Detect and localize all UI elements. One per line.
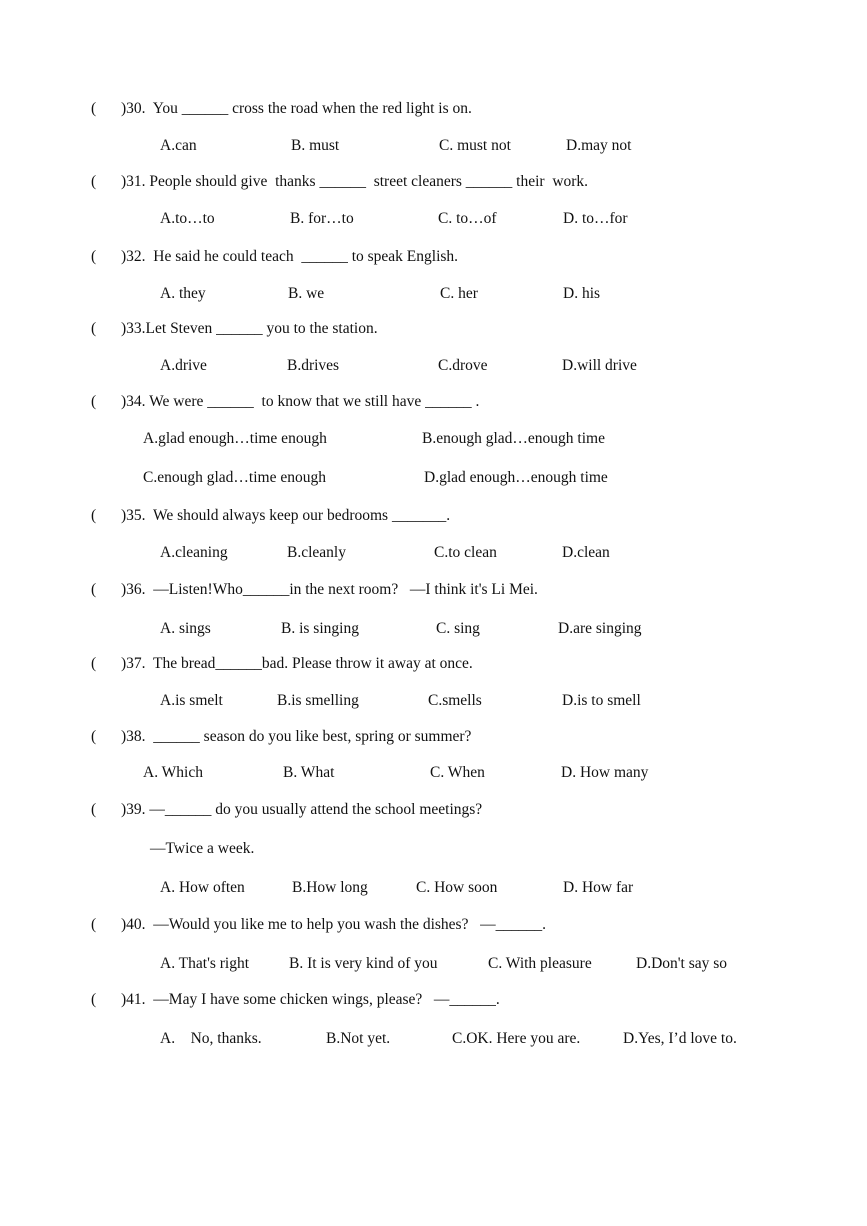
option-33-c: C.drove xyxy=(438,357,488,374)
option-34-b: B.enough glad…enough time xyxy=(422,430,605,447)
option-40-d: D.Don't say so xyxy=(636,955,728,972)
option-32-a: A. they xyxy=(160,285,206,302)
option-32-d: D. his xyxy=(563,285,601,302)
option-39-a: A. How often xyxy=(160,879,245,896)
answer-line-39: —Twice a week. xyxy=(150,840,255,857)
option-33-d: D.will drive xyxy=(562,357,637,374)
question-stem-36: )36. —Listen!Who______in the next room? —I think it's Li Mei. xyxy=(121,581,538,598)
answer-paren: ( xyxy=(91,320,97,337)
option-34-c: C.enough glad…time enough xyxy=(143,469,326,486)
option-33-b: B.drives xyxy=(287,357,340,374)
option-38-a: A. Which xyxy=(143,764,203,781)
option-37-a: A.is smelt xyxy=(160,692,223,709)
option-30-c: C. must not xyxy=(439,137,511,154)
answer-paren: ( xyxy=(91,655,97,672)
option-36-d: D.are singing xyxy=(558,620,642,637)
question-stem-34: )34. We were ______ to know that we still have ______ . xyxy=(121,393,480,410)
option-40-a: A. That's right xyxy=(160,955,250,972)
option-31-b: B. for…to xyxy=(290,210,354,227)
answer-paren: ( xyxy=(91,173,97,190)
option-36-a: A. sings xyxy=(160,620,211,637)
question-stem-31: )31. People should give thanks ______ street cleaners ______ their work. xyxy=(121,173,589,190)
option-34-a: A.glad enough…time enough xyxy=(143,430,327,447)
answer-paren: ( xyxy=(91,393,97,410)
option-36-c: C. sing xyxy=(436,620,480,637)
option-39-c: C. How soon xyxy=(416,879,498,896)
option-37-b: B.is smelling xyxy=(277,692,359,709)
option-35-d: D.clean xyxy=(562,544,610,561)
question-stem-35: )35. We should always keep our bedrooms _______. xyxy=(121,507,451,524)
option-34-d: D.glad enough…enough time xyxy=(424,469,608,486)
option-41-d: D.Yes, I’d love to. xyxy=(623,1030,737,1047)
answer-paren: ( xyxy=(91,916,97,933)
option-32-c: C. her xyxy=(440,285,478,302)
question-stem-39: )39. —______ do you usually attend the school meetings? xyxy=(121,801,483,818)
question-stem-33: )33.Let Steven ______ you to the station. xyxy=(121,320,378,337)
answer-paren: ( xyxy=(91,581,97,598)
question-stem-40: )40. —Would you like me to help you wash the dishes? —______. xyxy=(121,916,546,933)
option-39-d: D. How far xyxy=(563,879,634,896)
option-40-c: C. With pleasure xyxy=(488,955,592,972)
option-35-c: C.to clean xyxy=(434,544,497,561)
question-stem-37: )37. The bread______bad. Please throw it away at once. xyxy=(121,655,473,672)
answer-paren: ( xyxy=(91,507,97,524)
option-37-d: D.is to smell xyxy=(562,692,641,709)
option-30-a: A.can xyxy=(160,137,197,154)
option-38-b: B. What xyxy=(283,764,335,781)
question-stem-38: )38. ______ season do you like best, spring or summer? xyxy=(121,728,472,745)
option-38-c: C. When xyxy=(430,764,485,781)
option-41-b: B.Not yet. xyxy=(326,1030,391,1047)
option-35-b: B.cleanly xyxy=(287,544,346,561)
question-stem-32: )32. He said he could teach ______ to speak English. xyxy=(121,248,459,265)
option-31-d: D. to…for xyxy=(563,210,628,227)
option-38-d: D. How many xyxy=(561,764,649,781)
option-41-a: A. No, thanks. xyxy=(160,1030,262,1047)
option-33-a: A.drive xyxy=(160,357,207,374)
option-40-b: B. It is very kind of you xyxy=(289,955,438,972)
option-31-c: C. to…of xyxy=(438,210,497,227)
option-39-b: B.How long xyxy=(292,879,368,896)
option-30-b: B. must xyxy=(291,137,340,154)
question-stem-30: )30. You ______ cross the road when the red light is on. xyxy=(121,100,472,117)
question-stem-41: )41. —May I have some chicken wings, please? —______. xyxy=(121,991,500,1008)
answer-paren: ( xyxy=(91,728,97,745)
option-32-b: B. we xyxy=(288,285,325,302)
option-30-d: D.may not xyxy=(566,137,632,154)
answer-paren: ( xyxy=(91,248,97,265)
answer-paren: ( xyxy=(91,991,97,1008)
option-31-a: A.to…to xyxy=(160,210,215,227)
answer-paren: ( xyxy=(91,100,97,117)
option-37-c: C.smells xyxy=(428,692,482,709)
option-41-c: C.OK. Here you are. xyxy=(452,1030,581,1047)
option-36-b: B. is singing xyxy=(281,620,359,637)
answer-paren: ( xyxy=(91,801,97,818)
option-35-a: A.cleaning xyxy=(160,544,228,561)
